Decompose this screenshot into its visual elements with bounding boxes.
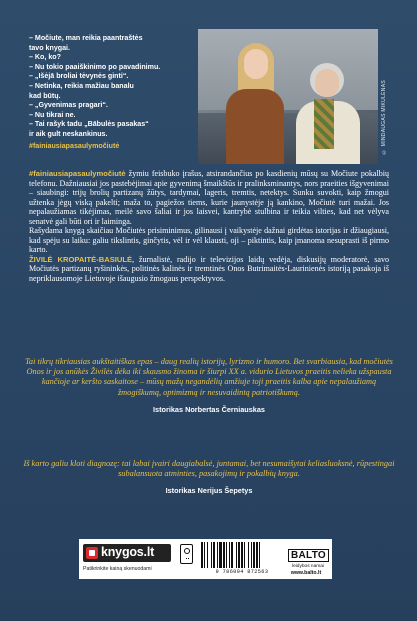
book-description	[29, 169, 389, 284]
author-name: ŽIVILĖ KROPAITĖ-BASIULĖ	[29, 254, 133, 264]
description-paragraph-2: Rašydama knygą skaičiau Močiutės prisiminimus, gilinausi į vaikystėje dažnai girdėtas istorijas ir džiaugiausi, kad spėju su laiku: galiu tikslintis, ginčytis, vėl ir vėl klausti, oji – piktintis, kaip įmanoma nesuprasti iš pirmo karto.	[29, 226, 389, 255]
dialogue-line: – Močiute, man reikia paantraštės	[29, 34, 143, 42]
publisher-name: BALTO	[288, 549, 329, 562]
shop-logo-text: knygos.lt	[101, 545, 155, 559]
review-quote-2-text: Iš karto galiu kloti diagnozę: tai labai įvairi daugiabalsė, juntamai, bet nesumaišytai keliasluoksnė, rūpestingai subalansuota atminties, pasakojimų ir pokalbių knyga.	[23, 459, 395, 479]
author-photo	[198, 29, 378, 164]
author-figure	[226, 89, 284, 164]
shop-logo[interactable]	[83, 544, 171, 562]
publisher-subtitle: leidybos namai	[292, 564, 324, 569]
review-quote-1-author: Istorikas Norbertas Černiauskas	[153, 404, 265, 414]
phone-scan-icon	[180, 544, 193, 564]
publisher-url[interactable]: www.balto.lt	[290, 570, 322, 576]
photo-credit: © MINDAUGAS MIKULĖNAS	[381, 80, 387, 155]
dialogue-line: ir aik gult neskankinus.	[29, 129, 108, 138]
dialogue-line: kad būtų.	[29, 91, 61, 100]
isbn-number: 9 786094 872563	[215, 569, 269, 575]
photo-background	[198, 29, 378, 110]
description-paragraph-1	[29, 169, 389, 226]
dialogue-line: – Netinka, reikia mažiau banalu	[29, 81, 134, 90]
author-bio-text: , žurnalistė, radijo ir televizijos laidų vedėja, diskusijų moderatorė, savo Močiutės partizanų ryšininkės, politinės kalinės ir tremtinės Onos Butrimaitės-Laurinienės istoriją pasakoja iš nepriklausomoje Lietuvoje išaugusio žmogaus perspektyvos.	[29, 254, 389, 284]
review-quote-1-text: Tai tikrų tikriausias aukštaitiškas epas – daug realių istorijų, lyrizmo ir humoro. Bet svarbiausia, kad močiutės Onos ir jos anūkės Živilės dėka iki skausmo žinoma ir šiurpi XX a. vidurio Lietuvos praeitis nelieka užspausta kančioje ar keršto saskaitose – mūsų mažų negandėlių amžiuje toji praeitis kalba apie nepalaužiamą žmogiškumą, optimizmą ir nesuvaidintą patriotiškumą.	[25, 357, 393, 397]
review-quote-2	[22, 459, 396, 495]
grandmother-scarf	[314, 99, 334, 149]
barcode-bar	[260, 542, 263, 568]
author-bio	[29, 255, 389, 284]
hashtag-highlight: #fainiausiapasaulymočiutė	[29, 169, 126, 178]
isbn-barcode	[201, 542, 281, 568]
review-quote-1	[22, 357, 396, 414]
review-quote-2-author: Istorikas Nerijus Šepetys	[165, 486, 253, 496]
dialogue-line: – Tai rašyk tadu „Bābulės pasakas“	[29, 120, 149, 129]
dialogue-line: tavo knygai.	[29, 43, 71, 52]
shop-caption: Patikrinkite kainą skenuodami	[83, 566, 152, 572]
dialogue-line: – Ko, ko?	[29, 53, 61, 62]
author-figure-face	[244, 49, 268, 79]
dialogue-line: – Nu tokio paaiškinimo po pavadinimu.	[29, 62, 161, 71]
dialogue-hashtag: #fainiausiapasaulymočiutė	[29, 141, 120, 150]
barcode-strip	[79, 539, 332, 579]
description-paragraph-1-text: žymiu feisbuko įrašus, atsirandančius po kasdienių mūsų su Močiute pokalbių telefonu. Dažniausiai jos pastebėjimai apie gyvenimą šmaikštūs ir pralinksminantys, nors praeities išgyvenimai – siaubingi: trijų brolių partizanų žūtys, tardymai, lageris, tremtis, netektys. Sunku suvokti, kaip žmogui užtenka jėgų viską pakelti; maža to, pagiežos tiems, kurie jaunystėje ją kankino, Močiutė turi mažai. Jos nepalaužiamas tikėjimas, meilė savo šaliai ir jos laisvei, kantrybė stulbina ir teikia vilties, kad net vėlyva senatvė gali būti ori ir laiminga.	[29, 169, 389, 226]
dialogue-line: – Nu tikrai ne.	[29, 110, 76, 119]
grandmother-figure-face	[315, 69, 339, 97]
dialogue-line: – „Gyvenimas pragari“.	[29, 101, 108, 110]
shop-logo-icon	[86, 547, 98, 559]
publisher-logo	[288, 545, 328, 569]
dialogue-line: – „Išėjā broliai tėvynės ginti“.	[29, 72, 129, 81]
dialogue-excerpt	[29, 34, 199, 151]
